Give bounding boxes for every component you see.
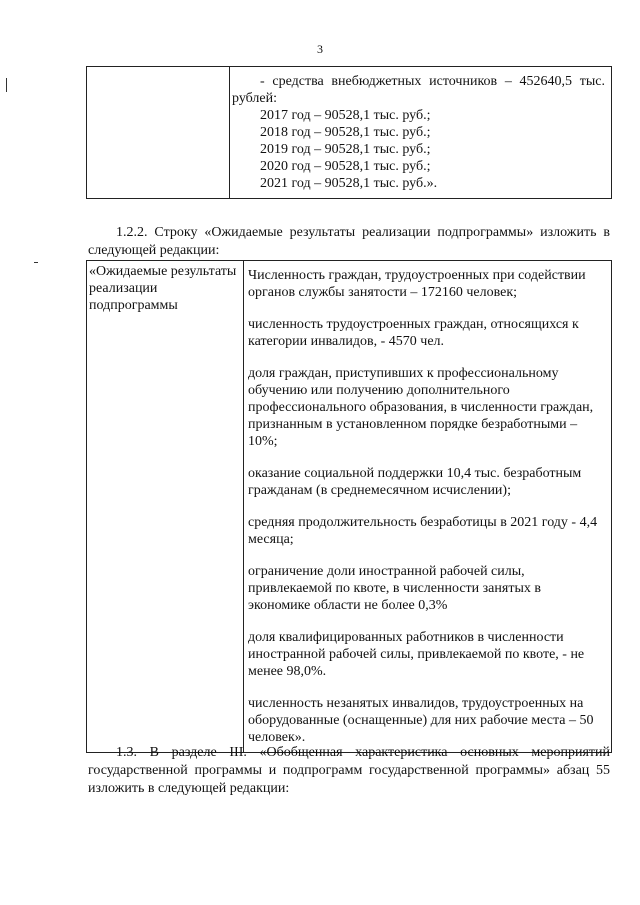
margin-mark xyxy=(34,262,38,263)
year-line: 2021 год – 90528,1 тыс. руб.». xyxy=(260,176,438,191)
expected-results-table xyxy=(86,260,612,753)
expected-result-item: численность незанятых инвалидов, трудоустроенных на оборудованные (оснащенные) для них рабочие места – 50 человек». xyxy=(248,696,594,745)
expected-result-item: средняя продолжительность безработицы в 2021 году - 4,4 месяца; xyxy=(248,515,598,547)
paragraph-1-2-2-text: 1.2.2. Строку «Ожидаемые результаты реализации подпрограммы» изложить в следующей редакции: xyxy=(88,225,610,258)
margin-mark xyxy=(6,78,7,92)
funding-table-value-cell xyxy=(230,67,612,199)
paragraph-1-2-2 xyxy=(88,224,610,260)
funding-table-continuation xyxy=(86,66,612,199)
paragraph-1-3 xyxy=(88,744,610,798)
expected-results-label-cell xyxy=(87,261,244,753)
year-line: 2020 год – 90528,1 тыс. руб.; xyxy=(260,159,431,174)
expected-result-item: доля квалифицированных работников в численности иностранной рабочей силы, привлекаемой по квоте, - не менее 98,0%. xyxy=(248,630,585,679)
year-line: 2018 год – 90528,1 тыс. руб.; xyxy=(260,125,431,140)
expected-result-item: оказание социальной поддержки 10,4 тыс. безработным гражданам (в среднемесячном исчислении); xyxy=(248,466,582,498)
year-line: 2019 год – 90528,1 тыс. руб.; xyxy=(260,142,431,157)
expected-results-label: «Ожидаемые результаты реализации подпрограммы xyxy=(89,264,237,313)
page-number: 3 xyxy=(317,42,323,56)
expected-result-item: Численность граждан, трудоустроенных при содействии органов службы занятости – 172160 человек; xyxy=(248,268,586,300)
expected-results-items-cell xyxy=(244,261,612,753)
funding-line: - средства внебюджетных источников – 452640,5 тыс. xyxy=(260,74,605,89)
funding-line-cont: рублей: xyxy=(232,91,277,106)
year-line: 2017 год – 90528,1 тыс. руб.; xyxy=(260,108,431,123)
expected-result-item: численность трудоустроенных граждан, относящихся к категории инвалидов, - 4570 чел. xyxy=(248,317,579,349)
expected-result-item: доля граждан, приступивших к профессиональному обучению или получению дополнительного профессионального образования, в численности граждан, признанным в установленном порядке безработными – 10%; xyxy=(248,366,594,449)
expected-result-item: ограничение доли иностранной рабочей силы, привлекаемой по квоте, в численности занятых в экономике области не более 0,3% xyxy=(248,564,541,613)
funding-table-label-cell xyxy=(87,67,230,199)
paragraph-1-3-text: 1.3. В разделе III. «Обобщенная характеристика основных мероприятий государственной программы и подпрограмм государственной программы» абзац 55 изложить в следующей редакции: xyxy=(88,745,610,796)
